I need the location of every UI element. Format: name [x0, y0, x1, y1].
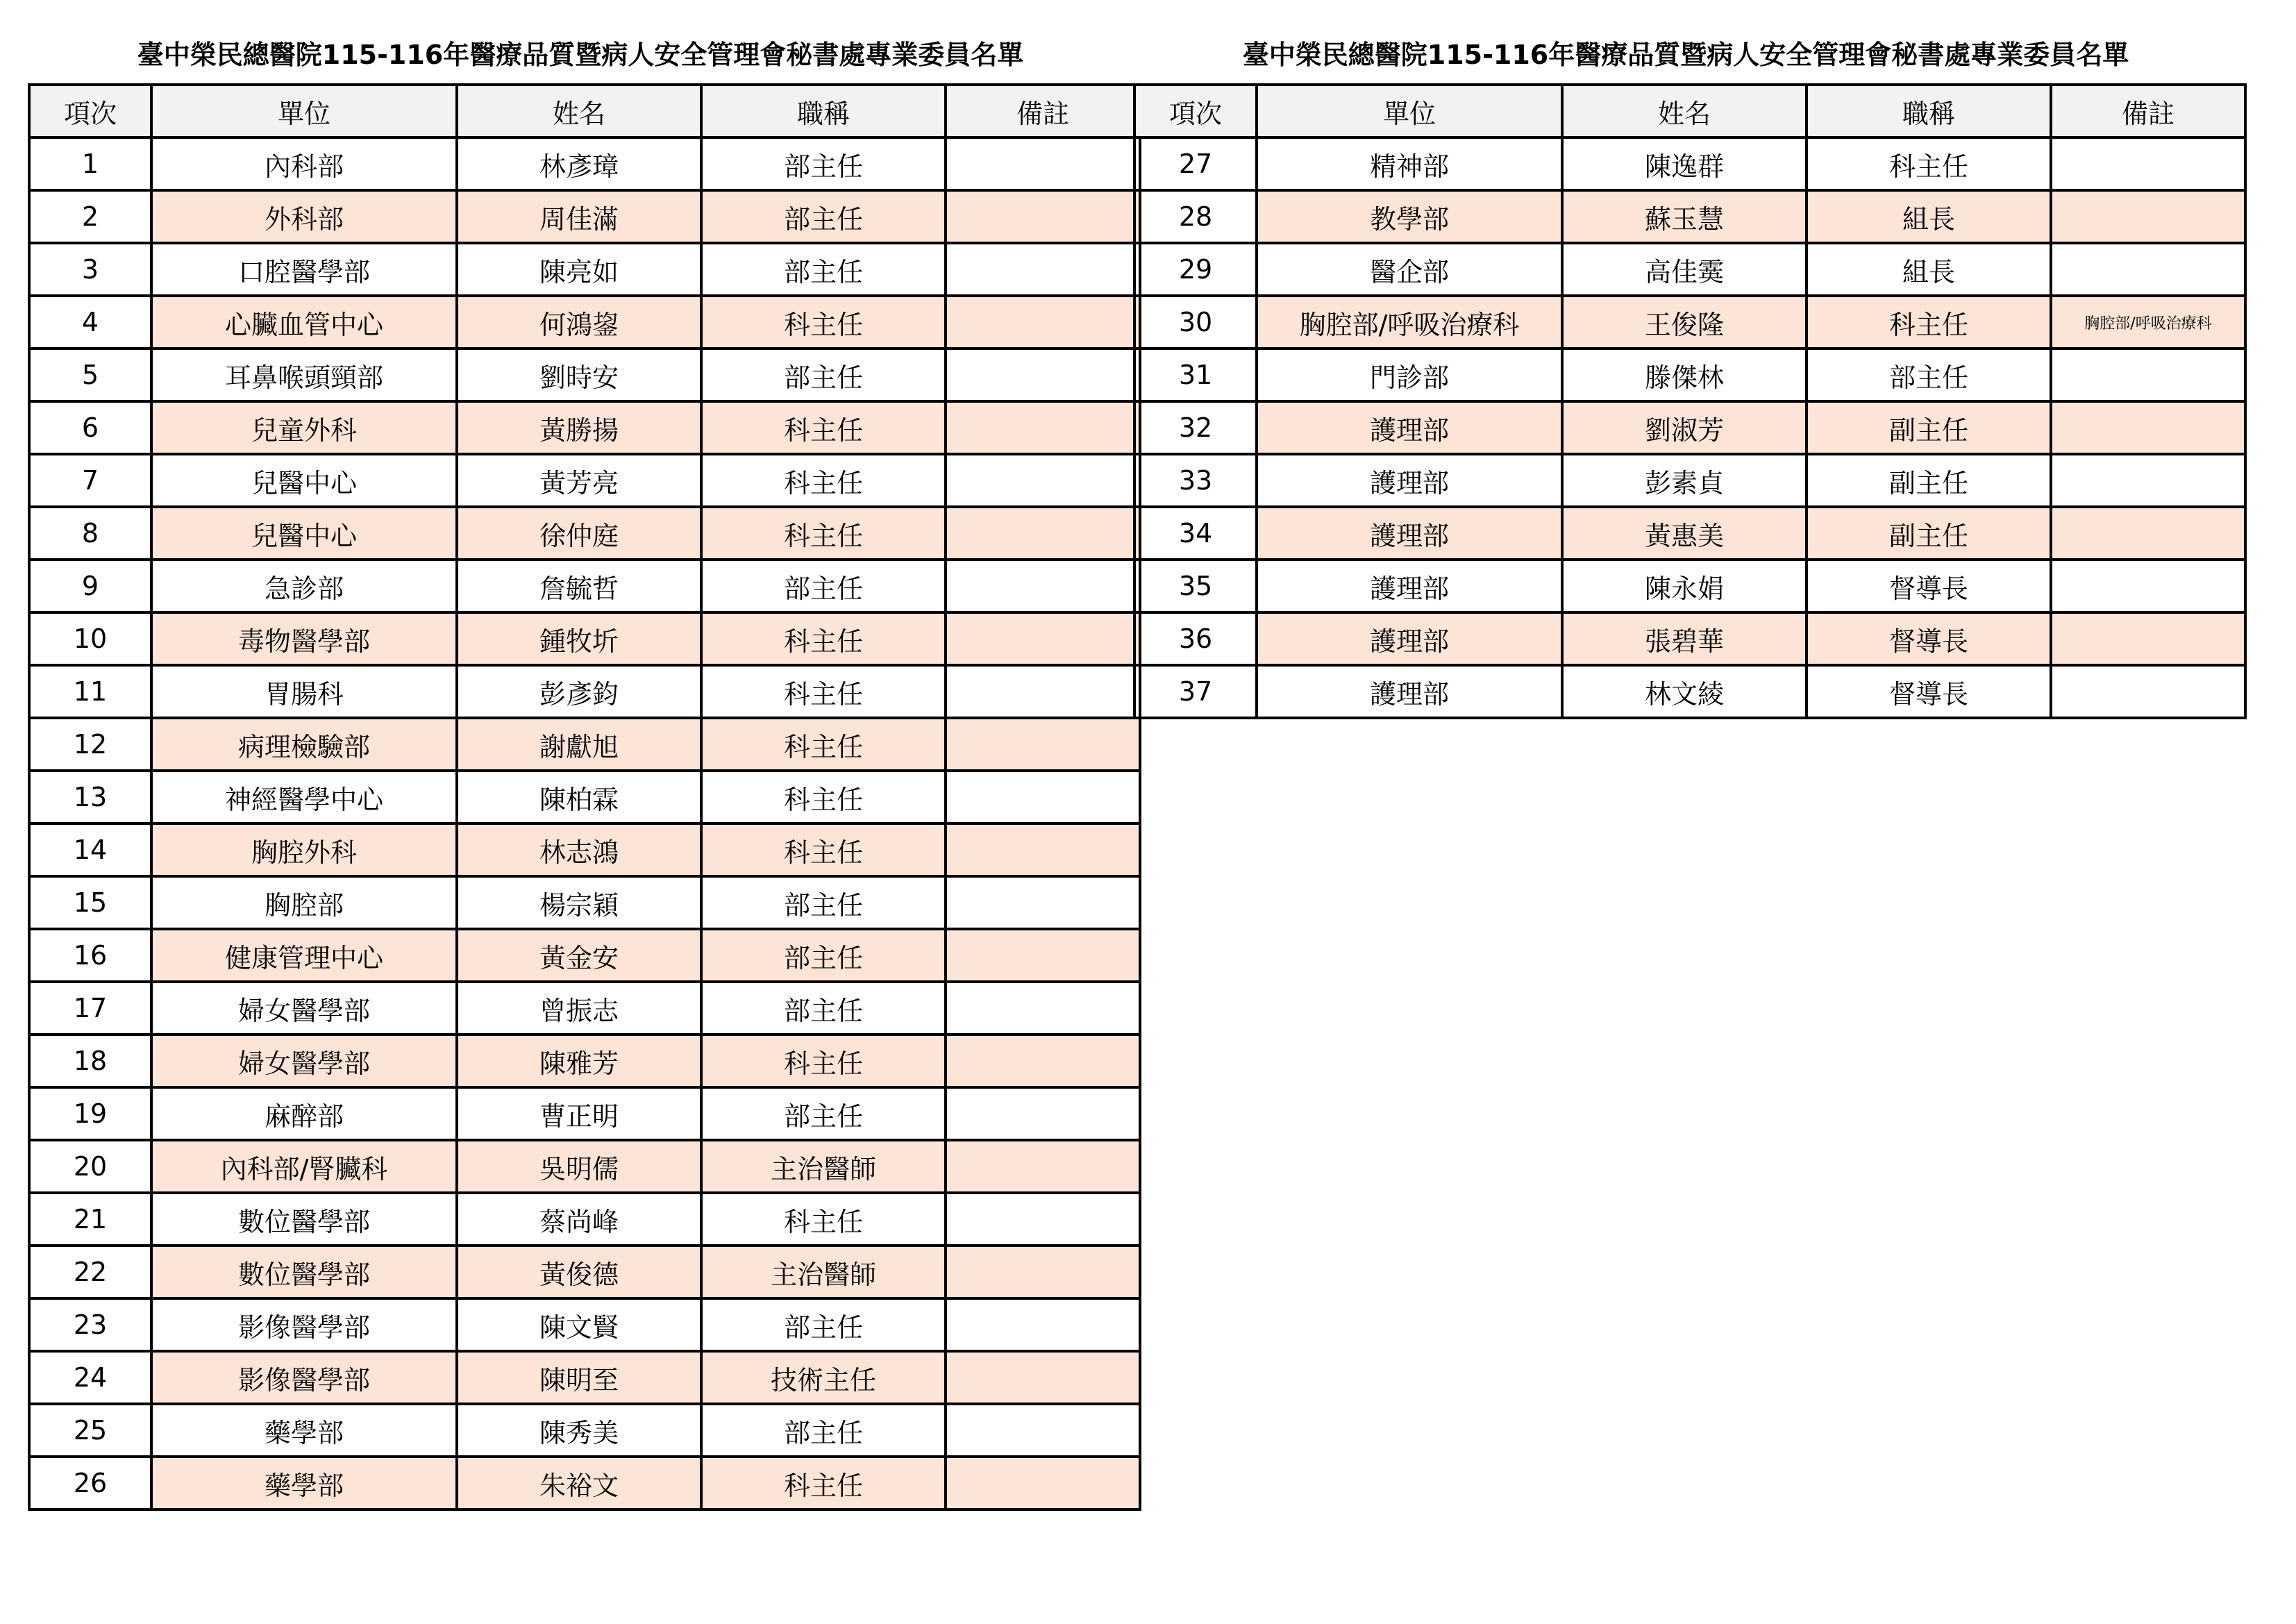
- cell-name: 滕傑林: [1562, 349, 1807, 401]
- cell-note: [946, 1035, 1140, 1087]
- cell-index: 32: [1134, 401, 1257, 454]
- cell-title: 部主任: [701, 560, 946, 612]
- cell-name: 陳柏霖: [457, 771, 701, 823]
- table-row: [1134, 296, 2245, 349]
- cell-unit: 教學部: [1257, 190, 1562, 243]
- cell-name: 曹正明: [457, 1087, 701, 1140]
- cell-index: 9: [29, 560, 151, 612]
- cell-unit: 婦女醫學部: [151, 1035, 457, 1087]
- cell-index: 11: [29, 665, 151, 718]
- cell-title: 科主任: [1807, 296, 2051, 349]
- cell-index: 23: [29, 1298, 151, 1351]
- cell-name: 何鴻鋆: [457, 296, 701, 349]
- cell-name: 周佳滿: [457, 190, 701, 243]
- cell-index: 36: [1134, 612, 1257, 665]
- cell-title: 科主任: [701, 507, 946, 560]
- cell-unit: 影像醫學部: [151, 1298, 457, 1351]
- cell-unit: 耳鼻喉頭頸部: [151, 349, 457, 401]
- cell-note: [946, 771, 1140, 823]
- cell-unit: 胸腔部: [151, 876, 457, 929]
- cell-unit: 護理部: [1257, 560, 1562, 612]
- cell-index: 3: [29, 243, 151, 296]
- page-title-left: 臺中榮民總醫院115-116年醫療品質暨病人安全管理會秘書處專業委員名單: [137, 40, 1024, 70]
- cell-index: 31: [1134, 349, 1257, 401]
- cell-name: 陳雅芳: [457, 1035, 701, 1087]
- cell-index: 16: [29, 929, 151, 982]
- cell-index: 27: [1134, 137, 1257, 190]
- cell-index: 35: [1134, 560, 1257, 612]
- cell-title: 部主任: [701, 243, 946, 296]
- cell-title: 科主任: [701, 771, 946, 823]
- cell-note: [2051, 612, 2245, 665]
- cell-note: [946, 401, 1140, 454]
- table-row: [29, 1298, 1140, 1351]
- cell-name: 高佳霙: [1562, 243, 1807, 296]
- table-row: [1134, 507, 2245, 560]
- cell-name: 劉淑芳: [1562, 401, 1807, 454]
- cell-index: 6: [29, 401, 151, 454]
- cell-unit: 兒醫中心: [151, 507, 457, 560]
- cell-unit: 兒醫中心: [151, 454, 457, 507]
- cell-name: 陳逸群: [1562, 137, 1807, 190]
- table-row: [29, 1087, 1140, 1140]
- cell-unit: 藥學部: [151, 1457, 457, 1509]
- cell-title: 科主任: [701, 612, 946, 665]
- table-row: [1134, 243, 2245, 296]
- table-row: [29, 1457, 1140, 1509]
- table-row: [29, 1351, 1140, 1404]
- cell-title: 副主任: [1807, 454, 2051, 507]
- cell-note: [946, 137, 1140, 190]
- cell-index: 25: [29, 1404, 151, 1457]
- cell-index: 20: [29, 1140, 151, 1193]
- cell-index: 2: [29, 190, 151, 243]
- cell-unit: 急診部: [151, 560, 457, 612]
- cell-title: 部主任: [701, 190, 946, 243]
- table-row: [29, 876, 1140, 929]
- header-unit: 單位: [151, 85, 457, 137]
- cell-note: [946, 454, 1140, 507]
- page-title-right: 臺中榮民總醫院115-116年醫療品質暨病人安全管理會秘書處專業委員名單: [1242, 40, 2129, 70]
- cell-note: [2051, 190, 2245, 243]
- cell-index: 4: [29, 296, 151, 349]
- table-row: [1134, 560, 2245, 612]
- cell-title: 副主任: [1807, 507, 2051, 560]
- cell-index: 8: [29, 507, 151, 560]
- cell-note: 胸腔部/呼吸治療科: [2051, 296, 2245, 349]
- cell-unit: 外科部: [151, 190, 457, 243]
- cell-name: 彭彥鈞: [457, 665, 701, 718]
- cell-note: [946, 1140, 1140, 1193]
- cell-index: 18: [29, 1035, 151, 1087]
- cell-name: 楊宗穎: [457, 876, 701, 929]
- cell-note: [2051, 243, 2245, 296]
- cell-title: 部主任: [701, 1298, 946, 1351]
- cell-unit: 醫企部: [1257, 243, 1562, 296]
- cell-note: [946, 1246, 1140, 1298]
- cell-title: 督導長: [1807, 665, 2051, 718]
- cell-unit: 麻醉部: [151, 1087, 457, 1140]
- cell-name: 朱裕文: [457, 1457, 701, 1509]
- table-row: [1134, 190, 2245, 243]
- cell-unit: 影像醫學部: [151, 1351, 457, 1404]
- cell-index: 21: [29, 1193, 151, 1246]
- cell-title: 科主任: [701, 718, 946, 771]
- cell-unit: 數位醫學部: [151, 1246, 457, 1298]
- cell-note: [946, 1193, 1140, 1246]
- cell-index: 17: [29, 982, 151, 1035]
- cell-note: [946, 507, 1140, 560]
- cell-index: 24: [29, 1351, 151, 1404]
- header-name: 姓名: [457, 85, 701, 137]
- cell-name: 鍾牧圻: [457, 612, 701, 665]
- header-name: 姓名: [1562, 85, 1807, 137]
- table-row: [29, 560, 1140, 612]
- cell-unit: 門診部: [1257, 349, 1562, 401]
- cell-note: [946, 349, 1140, 401]
- cell-index: 10: [29, 612, 151, 665]
- table-row: [1134, 612, 2245, 665]
- table-row: [29, 1035, 1140, 1087]
- table-row: [29, 190, 1140, 243]
- cell-note: [946, 982, 1140, 1035]
- cell-unit: 胸腔外科: [151, 823, 457, 876]
- table-row: [1134, 137, 2245, 190]
- cell-title: 督導長: [1807, 560, 2051, 612]
- cell-title: 部主任: [701, 349, 946, 401]
- table-row: [1134, 349, 2245, 401]
- cell-unit: 內科部: [151, 137, 457, 190]
- cell-name: 黃金安: [457, 929, 701, 982]
- table-row: [29, 507, 1140, 560]
- table-row: [29, 1246, 1140, 1298]
- cell-title: 部主任: [701, 1404, 946, 1457]
- cell-unit: 精神部: [1257, 137, 1562, 190]
- cell-unit: 口腔醫學部: [151, 243, 457, 296]
- cell-note: [946, 876, 1140, 929]
- cell-name: 詹毓哲: [457, 560, 701, 612]
- table-row: [29, 401, 1140, 454]
- table-row: [1134, 401, 2245, 454]
- cell-note: [946, 190, 1140, 243]
- cell-index: 12: [29, 718, 151, 771]
- cell-index: 5: [29, 349, 151, 401]
- cell-name: 吳明儒: [457, 1140, 701, 1193]
- cell-unit: 胸腔部/呼吸治療科: [1257, 296, 1562, 349]
- table-row: [29, 454, 1140, 507]
- cell-note: [946, 665, 1140, 718]
- cell-title: 科主任: [701, 401, 946, 454]
- cell-unit: 護理部: [1257, 665, 1562, 718]
- cell-title: 科主任: [701, 1193, 946, 1246]
- cell-unit: 兒童外科: [151, 401, 457, 454]
- cell-index: 33: [1134, 454, 1257, 507]
- cell-note: [946, 1298, 1140, 1351]
- table-row: [29, 243, 1140, 296]
- cell-title: 科主任: [701, 1457, 946, 1509]
- cell-title: 科主任: [701, 296, 946, 349]
- cell-note: [2051, 137, 2245, 190]
- cell-title: 組長: [1807, 243, 2051, 296]
- cell-title: 主治醫師: [701, 1140, 946, 1193]
- table-row: [29, 771, 1140, 823]
- cell-note: [2051, 507, 2245, 560]
- cell-name: 林志鴻: [457, 823, 701, 876]
- cell-index: 1: [29, 137, 151, 190]
- cell-unit: 胃腸科: [151, 665, 457, 718]
- cell-name: 彭素貞: [1562, 454, 1807, 507]
- cell-unit: 護理部: [1257, 612, 1562, 665]
- cell-name: 蔡尚峰: [457, 1193, 701, 1246]
- cell-title: 技術主任: [701, 1351, 946, 1404]
- cell-name: 王俊隆: [1562, 296, 1807, 349]
- cell-note: [946, 1087, 1140, 1140]
- cell-note: [946, 718, 1140, 771]
- header-title: 職稱: [701, 85, 946, 137]
- table-row: [29, 349, 1140, 401]
- cell-unit: 數位醫學部: [151, 1193, 457, 1246]
- cell-index: 30: [1134, 296, 1257, 349]
- cell-unit: 婦女醫學部: [151, 982, 457, 1035]
- cell-note: [946, 243, 1140, 296]
- cell-index: 22: [29, 1246, 151, 1298]
- cell-name: 陳永娟: [1562, 560, 1807, 612]
- cell-note: [946, 296, 1140, 349]
- cell-name: 黃勝揚: [457, 401, 701, 454]
- table-header-row: [1134, 85, 2245, 137]
- header-title: 職稱: [1807, 85, 2051, 137]
- cell-unit: 健康管理中心: [151, 929, 457, 982]
- cell-note: [946, 823, 1140, 876]
- cell-title: 部主任: [701, 982, 946, 1035]
- cell-name: 張碧華: [1562, 612, 1807, 665]
- cell-unit: 護理部: [1257, 401, 1562, 454]
- table-row: [1134, 454, 2245, 507]
- header-index: 項次: [1134, 85, 1257, 137]
- cell-note: [946, 560, 1140, 612]
- cell-name: 蘇玉慧: [1562, 190, 1807, 243]
- cell-note: [946, 1351, 1140, 1404]
- table-row: [29, 718, 1140, 771]
- cell-index: 29: [1134, 243, 1257, 296]
- table-row: [29, 665, 1140, 718]
- cell-name: 劉時安: [457, 349, 701, 401]
- cell-title: 科主任: [701, 823, 946, 876]
- cell-name: 黃惠美: [1562, 507, 1807, 560]
- cell-title: 科主任: [701, 665, 946, 718]
- cell-unit: 藥學部: [151, 1404, 457, 1457]
- cell-note: [946, 929, 1140, 982]
- cell-title: 部主任: [701, 876, 946, 929]
- cell-title: 副主任: [1807, 401, 2051, 454]
- cell-title: 科主任: [1807, 137, 2051, 190]
- cell-name: 林彥璋: [457, 137, 701, 190]
- cell-note: [946, 1457, 1140, 1509]
- cell-note: [2051, 401, 2245, 454]
- committee-table-right: [1133, 83, 2247, 719]
- cell-note: [2051, 560, 2245, 612]
- table-row: [29, 982, 1140, 1035]
- cell-title: 組長: [1807, 190, 2051, 243]
- cell-index: 34: [1134, 507, 1257, 560]
- cell-name: 曾振志: [457, 982, 701, 1035]
- table-row: [29, 929, 1140, 982]
- cell-title: 科主任: [701, 454, 946, 507]
- cell-unit: 病理檢驗部: [151, 718, 457, 771]
- cell-unit: 神經醫學中心: [151, 771, 457, 823]
- cell-index: 7: [29, 454, 151, 507]
- cell-index: 14: [29, 823, 151, 876]
- table-header-row: [29, 85, 1140, 137]
- cell-note: [2051, 349, 2245, 401]
- table-row: [29, 137, 1140, 190]
- cell-unit: 心臟血管中心: [151, 296, 457, 349]
- cell-title: 部主任: [701, 1087, 946, 1140]
- cell-unit: 毒物醫學部: [151, 612, 457, 665]
- cell-name: 陳文賢: [457, 1298, 701, 1351]
- committee-table-left: [28, 83, 1141, 1511]
- cell-name: 林文綾: [1562, 665, 1807, 718]
- table-row: [29, 296, 1140, 349]
- cell-unit: 內科部/腎臟科: [151, 1140, 457, 1193]
- cell-index: 13: [29, 771, 151, 823]
- cell-title: 督導長: [1807, 612, 2051, 665]
- cell-index: 28: [1134, 190, 1257, 243]
- cell-name: 黃俊德: [457, 1246, 701, 1298]
- cell-index: 19: [29, 1087, 151, 1140]
- cell-name: 陳明至: [457, 1351, 701, 1404]
- cell-title: 部主任: [1807, 349, 2051, 401]
- header-unit: 單位: [1257, 85, 1562, 137]
- cell-title: 科主任: [701, 1035, 946, 1087]
- cell-note: [946, 1404, 1140, 1457]
- cell-index: 15: [29, 876, 151, 929]
- cell-name: 陳秀美: [457, 1404, 701, 1457]
- cell-note: [2051, 454, 2245, 507]
- cell-unit: 護理部: [1257, 507, 1562, 560]
- table-row: [29, 1140, 1140, 1193]
- cell-title: 部主任: [701, 929, 946, 982]
- cell-note: [2051, 665, 2245, 718]
- table-row: [29, 612, 1140, 665]
- cell-title: 主治醫師: [701, 1246, 946, 1298]
- cell-unit: 護理部: [1257, 454, 1562, 507]
- cell-index: 26: [29, 1457, 151, 1509]
- table-row: [29, 823, 1140, 876]
- table-row: [29, 1193, 1140, 1246]
- table-row: [29, 1404, 1140, 1457]
- cell-name: 黃芳亮: [457, 454, 701, 507]
- cell-name: 徐仲庭: [457, 507, 701, 560]
- cell-name: 陳亮如: [457, 243, 701, 296]
- header-note: 備註: [946, 85, 1140, 137]
- table-row: [1134, 665, 2245, 718]
- header-index: 項次: [29, 85, 151, 137]
- cell-name: 謝獻旭: [457, 718, 701, 771]
- cell-index: 37: [1134, 665, 1257, 718]
- cell-note: [946, 612, 1140, 665]
- header-note: 備註: [2051, 85, 2245, 137]
- cell-title: 部主任: [701, 137, 946, 190]
